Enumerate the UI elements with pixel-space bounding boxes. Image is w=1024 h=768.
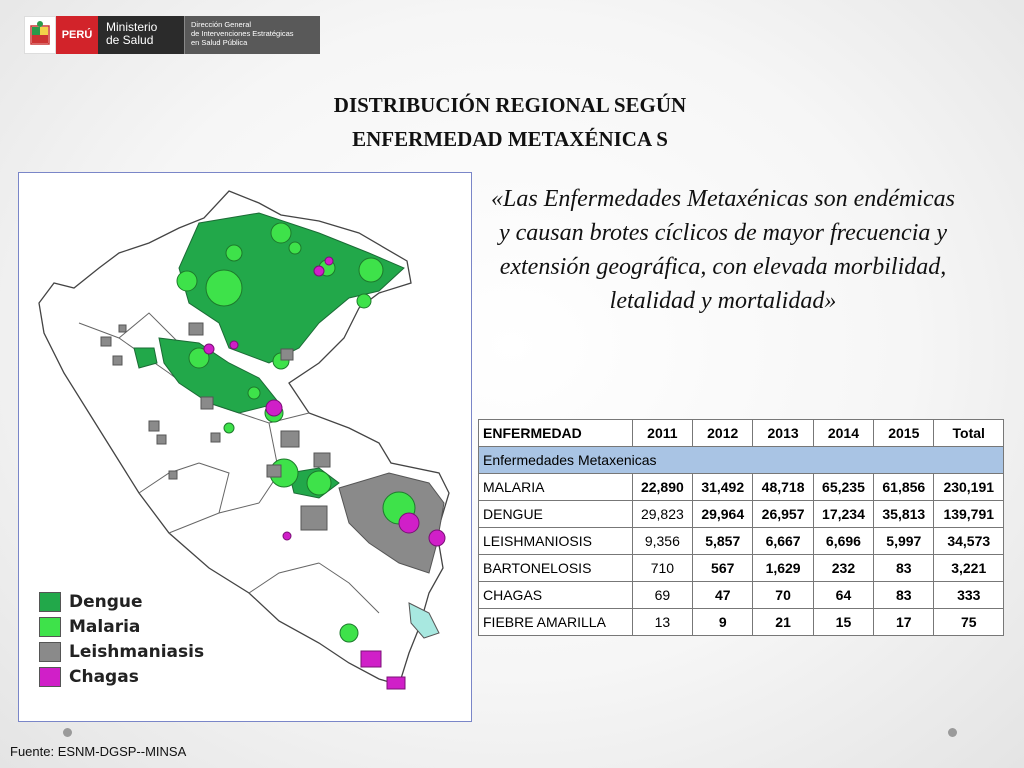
- cell-2015: 83: [874, 555, 934, 582]
- cell-2015: 35,813: [874, 501, 934, 528]
- dg-line-2: de Intervenciones Estratégicas: [191, 29, 294, 38]
- cell-2011: 9,356: [632, 528, 692, 555]
- peru-badge: PERÚ: [56, 16, 98, 54]
- legend-item-leishmaniasis: [39, 639, 204, 664]
- header-2013: 2013: [753, 420, 813, 447]
- cell-total: 139,791: [934, 501, 1004, 528]
- cell-2013: 21: [753, 609, 813, 636]
- table-header-row: [479, 420, 1004, 447]
- cell-2014: 6,696: [813, 528, 873, 555]
- cell-2012: 567: [693, 555, 753, 582]
- cell-2011: 710: [632, 555, 692, 582]
- cell-2015: 5,997: [874, 528, 934, 555]
- legend-label: Dengue: [69, 591, 143, 612]
- legend-swatch: [39, 642, 61, 662]
- title-line-1: DISTRIBUCIÓN REGIONAL SEGÚN: [333, 93, 687, 117]
- header-2015: 2015: [874, 420, 934, 447]
- cell-2012: 31,492: [693, 474, 753, 501]
- header-2012: 2012: [693, 420, 753, 447]
- cell-disease: MALARIA: [479, 474, 633, 501]
- cell-2015: 17: [874, 609, 934, 636]
- table-row: [479, 582, 1004, 609]
- cell-2012: 29,964: [693, 501, 753, 528]
- cell-disease: LEISHMANIOSIS: [479, 528, 633, 555]
- cell-total: 3,221: [934, 555, 1004, 582]
- peru-distribution-map: [18, 172, 472, 722]
- ministry-line-2: de Salud: [106, 33, 154, 47]
- header-disease: ENFERMEDAD: [479, 420, 633, 447]
- map-legend: [39, 589, 204, 689]
- cell-2014: 64: [813, 582, 873, 609]
- cell-2015: 61,856: [874, 474, 934, 501]
- cell-2011: 22,890: [632, 474, 692, 501]
- quote-text: «Las Enfermedades Metaxénicas son endémicas y causan brotes cíclicos de mayor frecuencia y extensión geográfica, con elevada morbilidad, letalidad y mortalidad»: [491, 186, 955, 314]
- table-group-row: [479, 447, 1004, 474]
- cell-total: 75: [934, 609, 1004, 636]
- cell-2013: 70: [753, 582, 813, 609]
- header-2014: 2014: [813, 420, 873, 447]
- cell-total: 333: [934, 582, 1004, 609]
- cell-disease: FIEBRE AMARILLA: [479, 609, 633, 636]
- cell-2012: 9: [693, 609, 753, 636]
- legend-label: Leishmaniasis: [69, 641, 205, 662]
- minsa-logo: [24, 16, 320, 54]
- table-row: [479, 555, 1004, 582]
- decorative-dot: [948, 728, 957, 737]
- cell-2015: 83: [874, 582, 934, 609]
- disease-cases-table: [478, 419, 1004, 636]
- header-2011: 2011: [632, 420, 692, 447]
- cell-disease: DENGUE: [479, 501, 633, 528]
- table-row: [479, 528, 1004, 555]
- cell-disease: CHAGAS: [479, 582, 633, 609]
- cell-disease: BARTONELOSIS: [479, 555, 633, 582]
- table-row: [479, 501, 1004, 528]
- dg-line-1: Dirección General: [191, 20, 252, 29]
- table-row: [479, 609, 1004, 636]
- slide-title: [230, 88, 790, 156]
- legend-label: Chagas: [69, 666, 139, 687]
- cell-2014: 65,235: [813, 474, 873, 501]
- cell-2012: 47: [693, 582, 753, 609]
- decorative-dot: [63, 728, 72, 737]
- cell-2011: 29,823: [632, 501, 692, 528]
- cell-2013: 48,718: [753, 474, 813, 501]
- cell-total: 34,573: [934, 528, 1004, 555]
- direction-label: [184, 16, 320, 54]
- source-note: Fuente: ESNM-DGSP--MINSA: [10, 744, 187, 759]
- cell-2014: 232: [813, 555, 873, 582]
- cell-2013: 1,629: [753, 555, 813, 582]
- title-line-2: ENFERMEDAD METAXÉNICA S: [352, 127, 668, 151]
- cell-total: 230,191: [934, 474, 1004, 501]
- ministry-label: [98, 16, 184, 54]
- cell-2011: 69: [632, 582, 692, 609]
- legend-swatch: [39, 592, 61, 612]
- cell-2014: 15: [813, 609, 873, 636]
- header-total: Total: [934, 420, 1004, 447]
- cell-2012: 5,857: [693, 528, 753, 555]
- cell-2011: 13: [632, 609, 692, 636]
- dg-line-3: en Salud Pública: [191, 38, 248, 47]
- table-row: [479, 474, 1004, 501]
- group-label: Enfermedades Metaxenicas: [479, 447, 1004, 474]
- legend-item-malaria: [39, 614, 204, 639]
- legend-label: Malaria: [69, 616, 141, 637]
- legend-item-chagas: [39, 664, 204, 689]
- cell-2014: 17,234: [813, 501, 873, 528]
- legend-swatch: [39, 667, 61, 687]
- cell-2013: 6,667: [753, 528, 813, 555]
- legend-item-dengue: [39, 589, 204, 614]
- cell-2013: 26,957: [753, 501, 813, 528]
- legend-swatch: [39, 617, 61, 637]
- coat-of-arms-icon: [24, 16, 56, 54]
- ministry-line-1: Ministerio: [106, 20, 158, 34]
